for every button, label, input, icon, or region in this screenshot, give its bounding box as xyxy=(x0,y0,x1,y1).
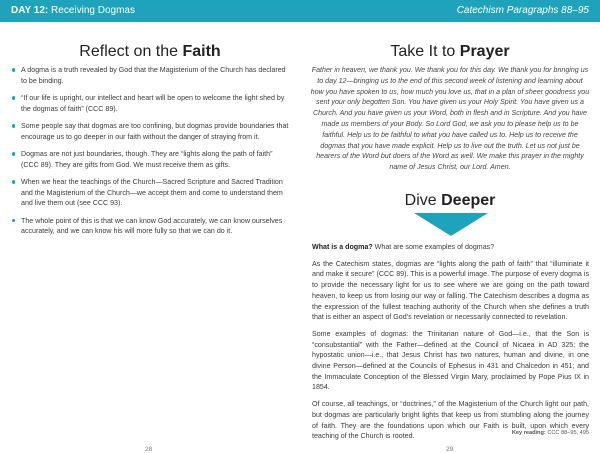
key-reading-label: Key reading: xyxy=(511,430,546,436)
dive-deeper-body xyxy=(312,242,589,448)
catechism-paragraphs: Catechism Paragraphs 88–95 xyxy=(456,5,589,16)
reflect-bullet-list xyxy=(12,65,289,244)
key-reading-value: CCC 88–95, 495 xyxy=(547,430,589,436)
question-rest: What are some examples of dogmas? xyxy=(372,243,495,251)
bullet-item: The whole point of this is that we can know God accurately, we can know ourselves accurately, and we can know his will more fully so that we can do it. xyxy=(12,216,289,237)
page-number-left: 28 xyxy=(145,446,153,453)
prayer-heading xyxy=(300,43,600,61)
day-label: DAY 12: xyxy=(11,5,49,16)
dive-question xyxy=(312,242,589,253)
triangle-ornament xyxy=(414,213,488,236)
bullet-item: Dogmas are not just boundaries, though. They are “lights along the path of faith” (CCC 89). They are gifts from God. We must receive them as gifts. xyxy=(12,149,289,170)
dive-paragraph: Some examples of dogmas: the Trinitarian nature of God—i.e., that the Son is “consubstantial” with the Father—defined at the Council of Nicaea in AD 325; the hypostatic union—i.e., that Jesus Christ has two natures, human and divine, in one divine Person—defined at the Councils of Ephesus in 431 and Chalcedon in 451; and the Immaculate Conception of the Blessed Virgin Mary, proclaimed by Pope Pius IX in 1854. xyxy=(312,329,589,392)
dive-paragraph: Of course, all teachings, or “doctrines,” of the Magisterium of the Church light our path, but dogmas are particularly bright lights that keep us from stumbling along the journey of faith. They are the foundations upon which our Faith is built, upon which every teaching of the Church is rooted. xyxy=(312,400,589,441)
reflect-heading-bold: Faith xyxy=(182,43,221,60)
prayer-heading-bold: Prayer xyxy=(459,43,510,60)
header-bar xyxy=(0,0,600,22)
bullet-item: When we hear the teachings of the Church—Sacred Scripture and Sacred Tradition and the Magisterium of the Church—we accept them and come to understand them and live them out (see CCC 93). xyxy=(12,177,289,209)
day-title: Receiving Dogmas xyxy=(51,5,135,16)
day-heading xyxy=(11,5,135,16)
dive-deeper-heading xyxy=(300,192,600,210)
right-page xyxy=(300,22,600,453)
prayer-text: Father in heaven, we thank you. We thank you for this day. We thank you for bringing us to day 12—bringing us to the end of this second week of listening and learning about how you have spoken to us, how much you love us, that in a plan of sheer goodness you sent your only begotten Son. You have given us your Holy Spirit. You have given us a Church. And you have given us your Word, both in flesh and in Scripture. And you have made us members of your Body. So Lord God, we ask you to please help us to be faithful. Help us to be faithful to what you have called us to. Help us to receive the dogmas that you have made explicit. Help us to live out the truth. Let us not just be hearers of the Word but doers of the Word as well. We make this prayer in the mighty name of Jesus Christ, our Lord. Amen. xyxy=(310,66,590,172)
bullet-item: Some people say that dogmas are too confining, but dogmas provide boundaries that encourage us to go deeper in our faith without the danger of straying from it. xyxy=(12,121,289,142)
question-bold: What is a dogma? xyxy=(312,243,373,251)
dive-paragraph: As the Catechism states, dogmas are “lights along the path of faith” that “illuminate it and make it secure” (CCC 89). This is a powerful image. The purpose of every dogma is to provide the necessary light for us to see where we are going on the path toward heaven, to keep us from losing our way or falling. The Catechism describes a dogma as the expression of the fullest teaching authority of the Church when she defines a truth that is either an aspect of God’s revelation or necessarily connected to revelation. xyxy=(312,259,589,322)
dive-heading-plain: Dive xyxy=(404,192,437,209)
prayer-heading-plain: Take It to xyxy=(390,43,456,60)
key-reading xyxy=(512,430,589,436)
dive-heading-bold: Deeper xyxy=(441,192,496,209)
bullet-item: A dogma is a truth revealed by God that the Magisterium of the Church has declared to be binding. xyxy=(12,65,289,86)
page-number-right: 29 xyxy=(446,446,454,453)
reflect-heading-plain: Reflect on the xyxy=(79,43,179,60)
reflect-heading xyxy=(0,43,300,61)
bullet-item: “If our life is upright, our intellect and heart will be open to welcome the light shed by the dogmas of faith” (CCC 89). xyxy=(12,93,289,114)
left-page xyxy=(0,22,300,453)
